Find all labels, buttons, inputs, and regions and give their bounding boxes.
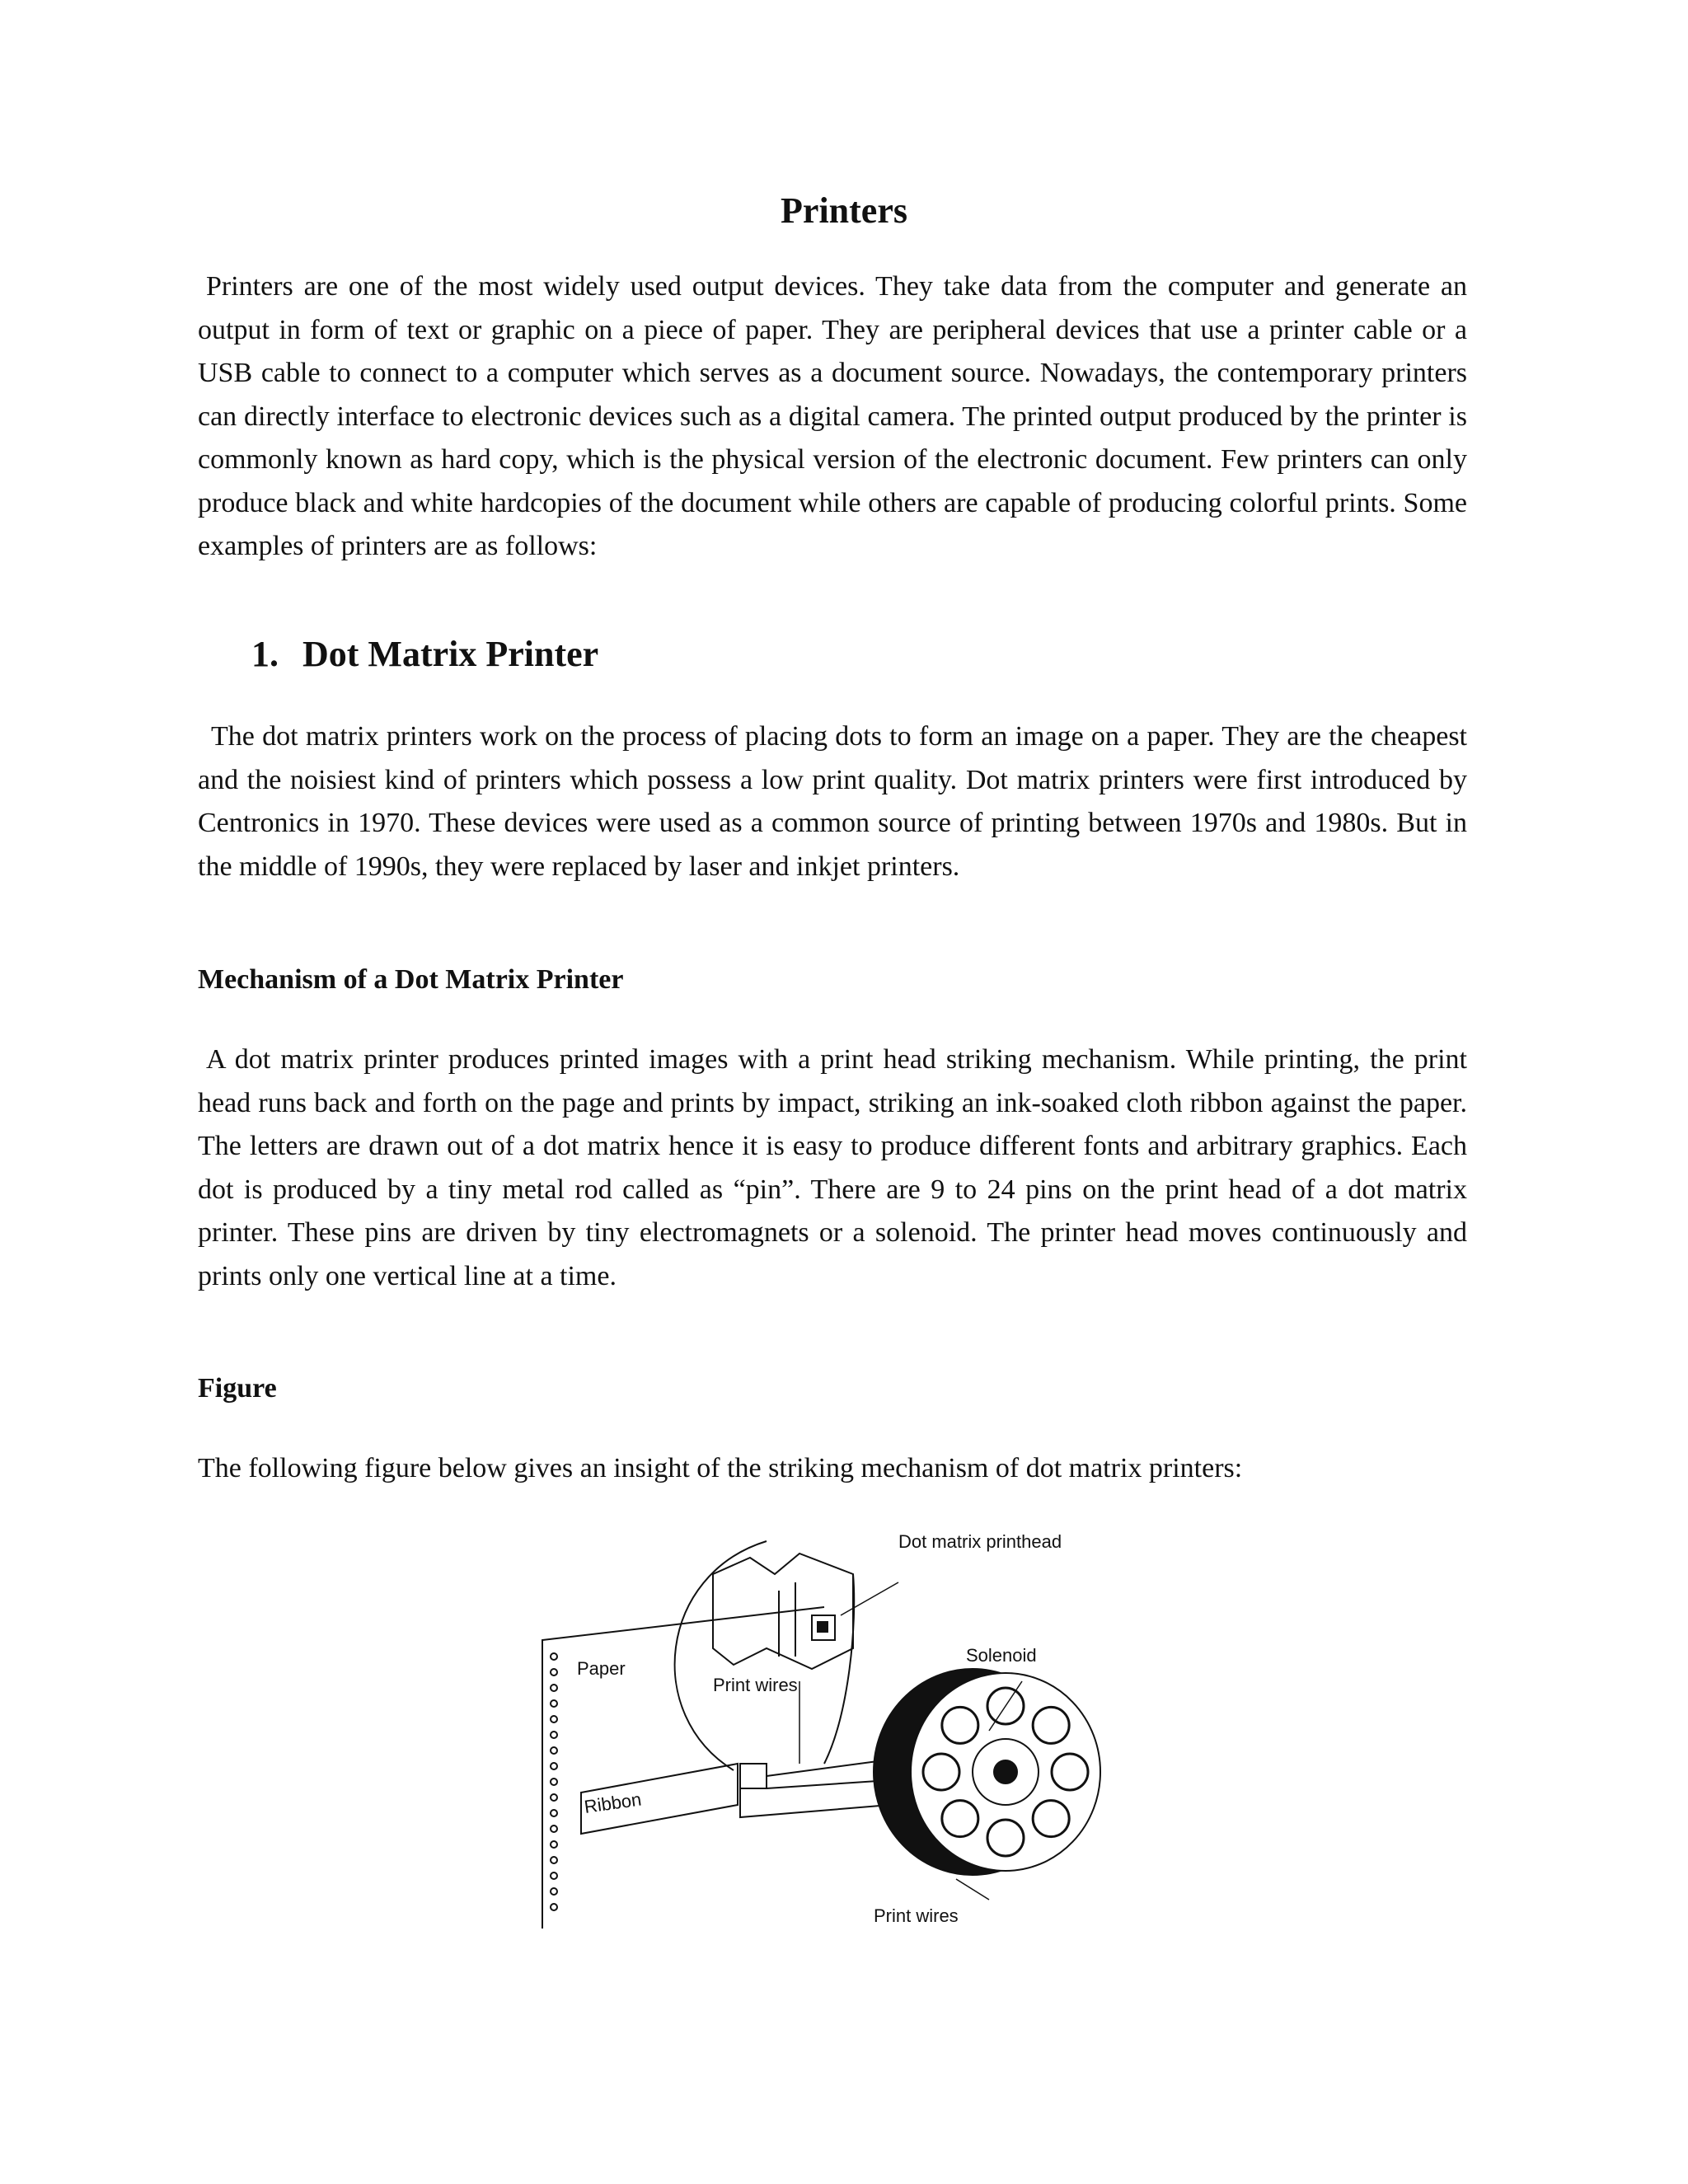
paper-hole bbox=[551, 1857, 557, 1863]
intro-paragraph: Printers are one of the most widely used output devices. They take data from the computer and generate an output in form of text or graphic on a piece of paper. They are peripheral devices that use a printer cable or a USB cable to connect to a computer which serves as a document source. Nowadays, the contemporary printers can directly interface to electronic devices such as a digital camera. The printed output produced by the printer is commonly known as hard copy, which is the physical version of the electronic document. Few printers can only produce black and white hardcopies of the document while others are capable of producing colorful prints. Some examples of printers are as follows: bbox=[198, 271, 1467, 561]
paper-hole bbox=[551, 1669, 557, 1675]
magnifier bbox=[675, 1541, 855, 1770]
dot-matrix-paragraph: The dot matrix printers work on the process of placing dots to form an image on a paper. They are the cheapest and the noisiest kind of printers which possess a low print quality. Dot matrix printers were first introduced by Centronics in 1970. These devices were used as a common source of printing between 1970s and 1980s. But in the middle of 1990s, they were replaced by laser and inkjet printers. bbox=[198, 721, 1467, 882]
solenoid-coil bbox=[1033, 1707, 1069, 1743]
paper-hole bbox=[551, 1825, 557, 1832]
paper-hole bbox=[551, 1653, 557, 1660]
solenoid-assembly bbox=[874, 1669, 1100, 1875]
solenoid-coil bbox=[987, 1820, 1024, 1856]
figure-intro-paragraph: The following figure below gives an insight of the striking mechanism of dot matrix printers: bbox=[198, 1453, 1243, 1483]
section-title: Dot Matrix Printer bbox=[302, 634, 599, 674]
solenoid-coil bbox=[942, 1707, 978, 1743]
section-heading-dot-matrix bbox=[251, 633, 598, 675]
paper-hole bbox=[551, 1872, 557, 1879]
paper-hole bbox=[551, 1763, 557, 1769]
dot-matrix-diagram bbox=[528, 1525, 1154, 1929]
paper-hole bbox=[551, 1841, 557, 1848]
label-print-wires-top: Print wires bbox=[713, 1675, 798, 1695]
label-dot-matrix-printhead: Dot matrix printhead bbox=[898, 1531, 1062, 1552]
paper-hole bbox=[551, 1716, 557, 1722]
printhead-body bbox=[740, 1760, 890, 1817]
paper-hole bbox=[551, 1810, 557, 1816]
dot-matrix-figure bbox=[528, 1525, 1154, 1929]
section-number: 1. bbox=[251, 634, 279, 674]
solenoid-coil bbox=[942, 1801, 978, 1837]
paper-hole bbox=[551, 1700, 557, 1707]
paper-holes bbox=[551, 1653, 557, 1910]
label-paper: Paper bbox=[577, 1658, 626, 1679]
paper-hole bbox=[551, 1747, 557, 1754]
paper-hole bbox=[551, 1904, 557, 1910]
paper-hole bbox=[551, 1732, 557, 1738]
solenoid-coil bbox=[1033, 1801, 1069, 1837]
page-title: Printers bbox=[781, 190, 907, 231]
mechanism-paragraph: A dot matrix printer produces printed images with a print head striking mechanism. While printing, the print head runs back and forth on the page and prints by impact, striking an ink-soaked cloth ribbon against the paper. The letters are drawn out of a dot matrix hence it is easy to produce different fonts and arbitrary graphics. Each dot is produced by a tiny metal rod called as “pin”. There are 9 to 24 pins on the print head of a dot matrix printer. These pins are driven by tiny electromagnets or a solenoid. The printer head moves continuously and prints only one vertical line at a time. bbox=[198, 1044, 1467, 1291]
mechanism-heading: Mechanism of a Dot Matrix Printer bbox=[198, 964, 624, 995]
paper-hole bbox=[551, 1794, 557, 1801]
solenoid-coil bbox=[1052, 1754, 1088, 1790]
paper-hole bbox=[551, 1888, 557, 1895]
label-print-wires-bottom: Print wires bbox=[874, 1905, 959, 1926]
label-ribbon: Ribbon bbox=[583, 1788, 643, 1817]
figure-heading: Figure bbox=[198, 1373, 277, 1404]
label-solenoid: Solenoid bbox=[966, 1645, 1037, 1666]
paper-hole bbox=[551, 1685, 557, 1691]
solenoid-coil bbox=[923, 1754, 959, 1790]
paper-hole bbox=[551, 1779, 557, 1785]
